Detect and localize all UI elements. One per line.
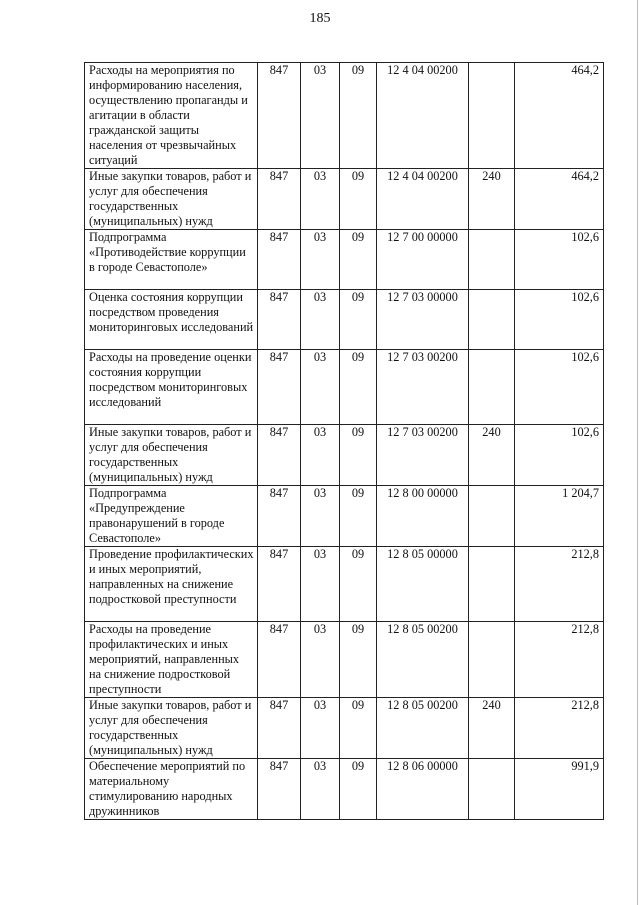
row-sum: 1 204,7 bbox=[515, 486, 604, 547]
row-rz: 03 bbox=[301, 290, 340, 350]
row-name: Подпрограмма «Противодействие коррупции в городе Севастополе» bbox=[85, 230, 258, 290]
row-pr: 09 bbox=[340, 547, 377, 622]
row-ved: 847 bbox=[258, 350, 301, 425]
row-vr bbox=[469, 759, 515, 820]
row-pr: 09 bbox=[340, 63, 377, 169]
table-row bbox=[85, 698, 604, 759]
row-rz: 03 bbox=[301, 425, 340, 486]
row-vr bbox=[469, 230, 515, 290]
row-ved: 847 bbox=[258, 290, 301, 350]
row-ved: 847 bbox=[258, 547, 301, 622]
row-pr: 09 bbox=[340, 350, 377, 425]
row-csr: 12 8 06 00000 bbox=[377, 759, 469, 820]
row-vr bbox=[469, 350, 515, 425]
row-rz: 03 bbox=[301, 169, 340, 230]
row-rz: 03 bbox=[301, 698, 340, 759]
row-rz: 03 bbox=[301, 350, 340, 425]
page-number: 185 bbox=[309, 11, 331, 26]
row-csr: 12 7 03 00000 bbox=[377, 290, 469, 350]
row-ved: 847 bbox=[258, 169, 301, 230]
table-row bbox=[85, 622, 604, 698]
row-sum: 212,8 bbox=[515, 698, 604, 759]
row-sum: 102,6 bbox=[515, 350, 604, 425]
row-sum: 102,6 bbox=[515, 230, 604, 290]
row-pr: 09 bbox=[340, 759, 377, 820]
row-ved: 847 bbox=[258, 698, 301, 759]
budget-table bbox=[84, 62, 604, 820]
row-name: Расходы на мероприятия по информированию населения, осуществлению пропаганды и агитации в области гражданской защиты населения от чрезвычайных ситуаций bbox=[85, 63, 258, 169]
row-sum: 991,9 bbox=[515, 759, 604, 820]
row-vr bbox=[469, 63, 515, 169]
row-pr: 09 bbox=[340, 169, 377, 230]
row-name: Иные закупки товаров, работ и услуг для обеспечения государственных (муниципальных) нужд bbox=[85, 425, 258, 486]
row-csr: 12 8 00 00000 bbox=[377, 486, 469, 547]
row-ved: 847 bbox=[258, 63, 301, 169]
row-pr: 09 bbox=[340, 425, 377, 486]
row-sum: 102,6 bbox=[515, 290, 604, 350]
row-name: Обеспечение мероприятий по материальному стимулированию народных дружинников bbox=[85, 759, 258, 820]
table-row bbox=[85, 230, 604, 290]
row-sum: 464,2 bbox=[515, 169, 604, 230]
row-rz: 03 bbox=[301, 759, 340, 820]
row-name: Иные закупки товаров, работ и услуг для обеспечения государственных (муниципальных) нужд bbox=[85, 169, 258, 230]
row-csr: 12 8 05 00000 bbox=[377, 547, 469, 622]
row-vr bbox=[469, 486, 515, 547]
row-ved: 847 bbox=[258, 425, 301, 486]
row-name: Иные закупки товаров, работ и услуг для обеспечения государственных (муниципальных) нужд bbox=[85, 698, 258, 759]
row-pr: 09 bbox=[340, 698, 377, 759]
row-vr bbox=[469, 290, 515, 350]
row-sum: 464,2 bbox=[515, 63, 604, 169]
row-rz: 03 bbox=[301, 63, 340, 169]
row-name: Оценка состояния коррупции посредством проведения мониторинговых исследований bbox=[85, 290, 258, 350]
row-ved: 847 bbox=[258, 486, 301, 547]
table-row bbox=[85, 350, 604, 425]
row-name: Расходы на проведение оценки состояния коррупции посредством мониторинговых исследований bbox=[85, 350, 258, 425]
row-rz: 03 bbox=[301, 486, 340, 547]
row-name: Проведение профилактических и иных мероприятий, направленных на снижение подростковой преступности bbox=[85, 547, 258, 622]
row-pr: 09 bbox=[340, 290, 377, 350]
table-row bbox=[85, 486, 604, 547]
row-rz: 03 bbox=[301, 622, 340, 698]
row-csr: 12 4 04 00200 bbox=[377, 63, 469, 169]
row-csr: 12 7 03 00200 bbox=[377, 350, 469, 425]
row-csr: 12 8 05 00200 bbox=[377, 622, 469, 698]
row-rz: 03 bbox=[301, 547, 340, 622]
row-name: Подпрограмма «Предупреждение правонарушений в городе Севастополе» bbox=[85, 486, 258, 547]
row-sum: 102,6 bbox=[515, 425, 604, 486]
table-row bbox=[85, 547, 604, 622]
row-csr: 12 8 05 00200 bbox=[377, 698, 469, 759]
scan-edge-line bbox=[637, 0, 638, 905]
row-ved: 847 bbox=[258, 622, 301, 698]
row-vr: 240 bbox=[469, 169, 515, 230]
row-csr: 12 7 00 00000 bbox=[377, 230, 469, 290]
row-name: Расходы на проведение профилактических и иных мероприятий, направленных на снижение подростковой преступности bbox=[85, 622, 258, 698]
row-vr bbox=[469, 622, 515, 698]
row-pr: 09 bbox=[340, 486, 377, 547]
table-row bbox=[85, 425, 604, 486]
table-row bbox=[85, 290, 604, 350]
table-row bbox=[85, 63, 604, 169]
table-row bbox=[85, 759, 604, 820]
row-rz: 03 bbox=[301, 230, 340, 290]
row-vr bbox=[469, 547, 515, 622]
row-pr: 09 bbox=[340, 230, 377, 290]
row-pr: 09 bbox=[340, 622, 377, 698]
row-vr: 240 bbox=[469, 425, 515, 486]
row-sum: 212,8 bbox=[515, 547, 604, 622]
row-sum: 212,8 bbox=[515, 622, 604, 698]
row-csr: 12 4 04 00200 bbox=[377, 169, 469, 230]
row-vr: 240 bbox=[469, 698, 515, 759]
row-csr: 12 7 03 00200 bbox=[377, 425, 469, 486]
table-row bbox=[85, 169, 604, 230]
row-ved: 847 bbox=[258, 759, 301, 820]
row-ved: 847 bbox=[258, 230, 301, 290]
